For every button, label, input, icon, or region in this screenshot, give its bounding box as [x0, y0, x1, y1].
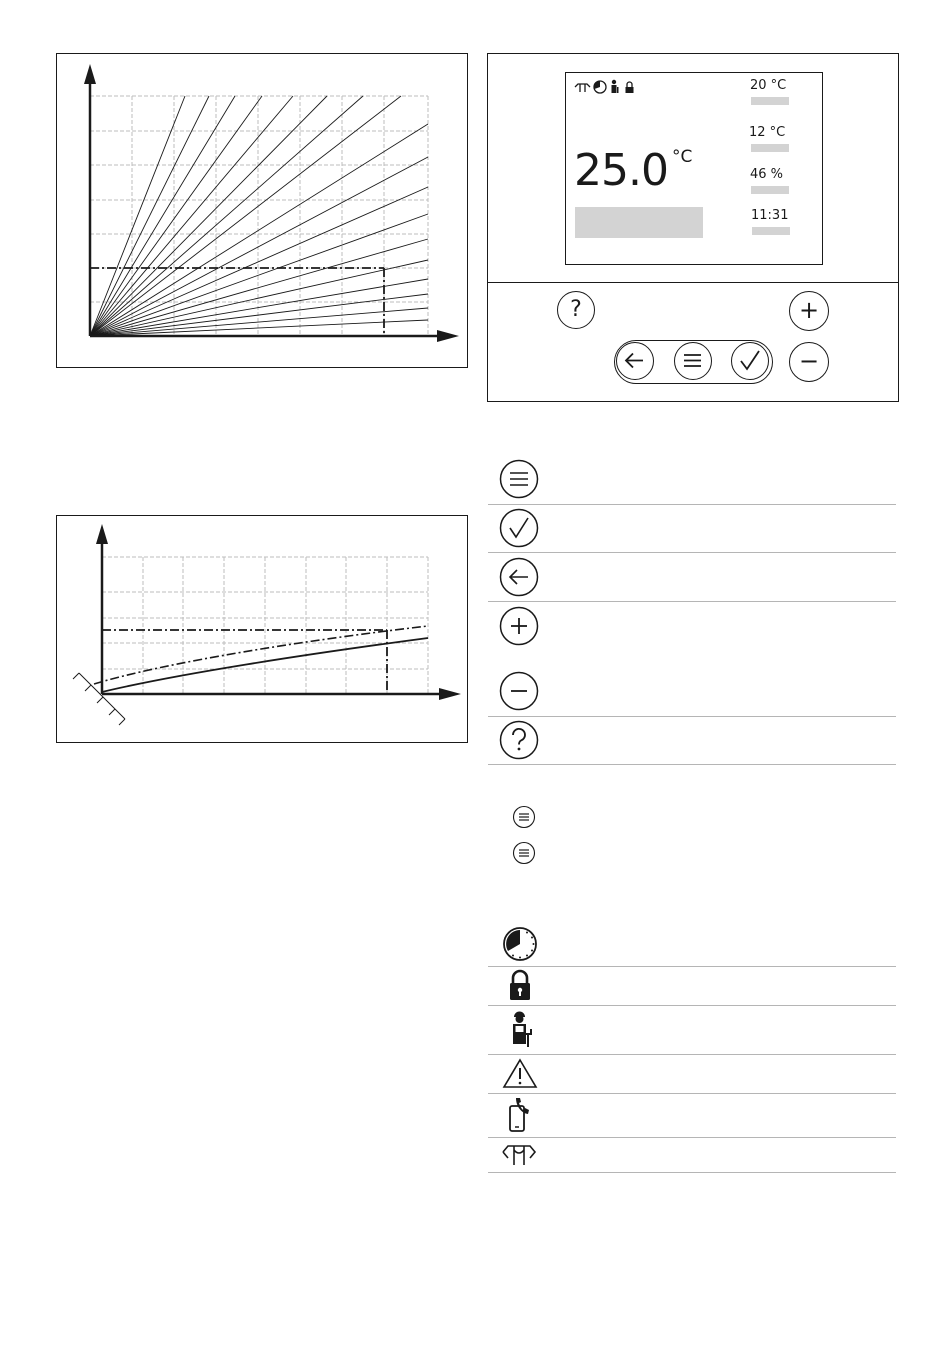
status-icon-row [574, 79, 638, 95]
menu-icon [675, 343, 710, 378]
value-2-label-bar [751, 144, 789, 152]
confirm-check-icon [499, 508, 539, 548]
legend-divider [488, 1137, 896, 1138]
value-3-label-bar [751, 186, 789, 194]
legend-lock [507, 970, 533, 1002]
value-4: 11:31 [751, 208, 789, 223]
legend-divider [488, 504, 896, 505]
plus-button[interactable]: + [789, 291, 829, 331]
small-menu-icon-1 [512, 805, 536, 829]
cooling-icon [575, 84, 590, 92]
shifted-origin-axis [73, 673, 125, 725]
heating-curve-lines [90, 96, 428, 336]
menu-icon [512, 841, 536, 865]
heating-curves-chart [57, 54, 469, 369]
legend-time-program [502, 926, 538, 962]
small-menu-icon-2 [512, 841, 536, 865]
help-button[interactable]: ? [557, 291, 595, 329]
minus-button[interactable]: − [789, 342, 829, 382]
menu-button[interactable] [674, 342, 712, 380]
chart-grid [102, 557, 428, 694]
x-axis-arrow [439, 688, 461, 700]
legend-divider [488, 601, 896, 602]
chart-axes [102, 540, 443, 694]
phone-contact-icon [507, 1096, 533, 1134]
x-axis-arrow [437, 330, 459, 342]
time-program-icon [502, 926, 538, 962]
value-1-label-bar [751, 97, 789, 105]
value-1: 20 °C [750, 78, 787, 93]
legend-confirm-icon [499, 508, 539, 548]
room-temperature-figure [56, 515, 468, 743]
service-technician-icon [507, 1009, 533, 1049]
confirm-button[interactable] [731, 342, 769, 380]
service-technician-icon [612, 80, 619, 93]
legend-divider [488, 764, 896, 765]
legend-divider [488, 1005, 896, 1006]
legend-divider [488, 716, 896, 717]
menu-icon [499, 459, 539, 499]
legend-divider [488, 1172, 896, 1173]
lock-icon [507, 970, 533, 1002]
room-temperature-chart [57, 516, 469, 744]
main-temperature-unit: °C [672, 147, 693, 167]
y-axis-arrow [84, 64, 96, 84]
legend-back-icon [499, 557, 539, 597]
controller-panel [487, 53, 899, 402]
main-temperature: 25.0 [574, 145, 668, 196]
room-curve-dashdot [94, 626, 428, 684]
legend-divider [488, 552, 896, 553]
reading-guide-lines [102, 630, 387, 694]
lock-icon [626, 82, 634, 93]
value-2: 12 °C [749, 125, 786, 140]
legend-phone-contact [507, 1096, 533, 1134]
back-arrow-icon [617, 343, 652, 378]
chart-axes [90, 80, 441, 336]
back-button[interactable] [616, 342, 654, 380]
heating-curves-figure [56, 53, 468, 368]
legend-service-technician [507, 1009, 533, 1049]
legend-menu-icon [499, 459, 539, 499]
cooling-icon [500, 1141, 538, 1169]
lcd-display [565, 72, 823, 265]
help-icon [499, 720, 539, 760]
legend-divider [488, 966, 896, 967]
value-3: 46 % [750, 167, 784, 182]
status-text-placeholder [575, 207, 703, 238]
legend-divider [488, 1093, 896, 1094]
legend-warning [502, 1058, 538, 1090]
warning-icon [502, 1058, 538, 1090]
legend-help-icon [499, 720, 539, 760]
time-program-icon [594, 81, 606, 93]
minus-icon [499, 671, 539, 711]
plus-icon [499, 606, 539, 646]
panel-divider [488, 282, 898, 283]
legend-minus-icon [499, 671, 539, 711]
confirm-check-icon [732, 343, 767, 378]
back-arrow-icon [499, 557, 539, 597]
menu-icon [512, 805, 536, 829]
legend-cooling [500, 1141, 538, 1169]
value-4-label-bar [752, 227, 790, 235]
legend-plus-icon [499, 606, 539, 646]
navigation-button-group [614, 340, 773, 384]
y-axis-arrow [96, 524, 108, 544]
legend-divider [488, 1054, 896, 1055]
